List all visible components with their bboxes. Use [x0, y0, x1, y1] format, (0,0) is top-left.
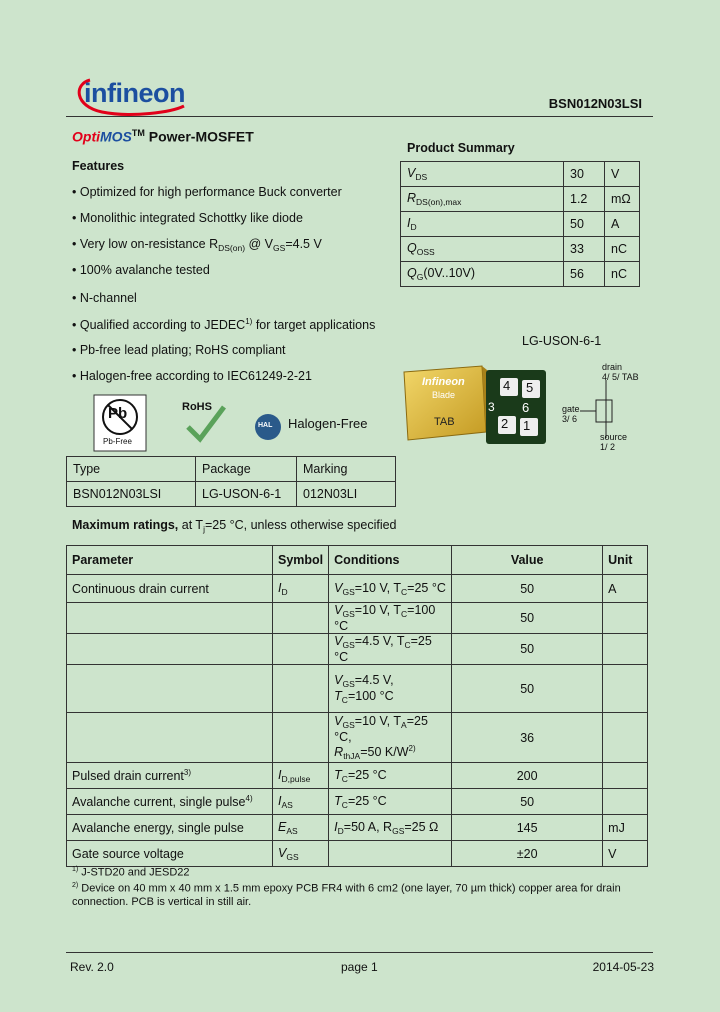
- max-ratings-table: [66, 545, 648, 867]
- table-row: Type Package Marking: [67, 457, 396, 482]
- table-row: Avalanche energy, single pulse $E_{AS}$ $I_D=50$ A, $R_{GS}=25$ Ω 145 mJ: [67, 815, 648, 841]
- features-heading: Features: [72, 159, 125, 173]
- table-row: $Q_G(0V..10V)$ 56 nC: [401, 262, 640, 287]
- table-row: Continuous drain current $I_D$ $V_{GS}=10$ V, $T_C=25$ °C 50 A: [67, 575, 648, 603]
- footer-revision: Rev. 2.0: [70, 960, 114, 974]
- drain-pins: 4/ 5/ TAB: [602, 372, 639, 382]
- table-header-row: Parameter Symbol Conditions Value Unit: [67, 546, 648, 575]
- gate-pins: 3/ 6: [562, 414, 578, 424]
- package-label: LG-USON-6-1: [522, 334, 602, 348]
- title-mos: MOS: [100, 128, 132, 145]
- title-opti: Opti: [72, 128, 100, 145]
- footer-divider: [66, 952, 653, 953]
- product-summary-heading: Product Summary: [407, 141, 515, 155]
- table-row: $Q_{OSS}$ 33 nC: [401, 237, 640, 262]
- title-rest: Power-MOSFET: [144, 128, 254, 145]
- table-row: Gate source voltage $V_{GS}$ ±20 V: [67, 841, 648, 867]
- header-divider: [66, 116, 653, 117]
- footer-date: 2014-05-23: [592, 960, 654, 974]
- source-label: source: [600, 432, 628, 442]
- feature-item: • 100% avalanche tested: [72, 263, 210, 277]
- halogen-label: Halogen-Free: [288, 416, 368, 431]
- feature-item: • N-channel: [72, 291, 137, 305]
- chip-tab-label: TAB: [434, 416, 455, 428]
- feature-item: • Very low on-resistance $R_{DS(on)}$ @ $V_{GS}=4.5$ V: [72, 237, 322, 253]
- feature-item: • Monolithic integrated Schottky like diode: [72, 211, 303, 225]
- source-pins: 1/ 2: [600, 442, 616, 452]
- pad-label: 2: [501, 416, 509, 431]
- drain-label: drain: [602, 362, 623, 372]
- table-row: BSN012N03LSI LG-USON-6-1 012N03LI: [67, 482, 396, 507]
- feature-item: • Halogen-free according to IEC61249-2-21: [72, 369, 312, 383]
- footer-page: page 1: [341, 960, 378, 974]
- table-row: $R_{DS(on),max}$ 1.2 mΩ: [401, 187, 640, 212]
- table-row: $V_{GS}=4.5$ V, $T_C=25$ °C 50: [67, 634, 648, 665]
- pb-label: Pb: [108, 405, 128, 422]
- max-ratings-heading: Maximum ratings, at $T_j=25$ °C, unless otherwise specified: [72, 518, 397, 534]
- pad-label: 6: [522, 400, 530, 415]
- gate-label: gate: [562, 404, 580, 414]
- footnote: $^{1)}$ J-STD20 and JESD22: [72, 866, 190, 879]
- table-row: Avalanche current, single pulse$^{4)}$ $I_{AS}$ $T_C=25$ °C 50: [67, 789, 648, 815]
- chip-sub: Blade: [432, 390, 456, 400]
- table-row: $I_D$ 50 A: [401, 212, 640, 237]
- table-row: $V_{GS}=10$ V, $T_A=25$ °C, $R_{thJA}=50$ $K/W^{2)}$ 36: [67, 713, 648, 763]
- hal-label: HAL: [258, 422, 273, 429]
- pad-label: 4: [503, 378, 511, 393]
- feature-item: • Pb-free lead plating; RoHS compliant: [72, 343, 286, 357]
- table-row: Pulsed drain current$^{3)}$ $I_{D,pulse}$ $T_C=25$ °C 200: [67, 763, 648, 789]
- feature-item: • Optimized for high performance Buck converter: [72, 185, 342, 199]
- table-row: $V_{GS}=10$ V, $T_C=100$ °C 50: [67, 603, 648, 634]
- product-summary-table: [400, 161, 640, 287]
- footnote: connection. PCB is vertical in still air.: [72, 896, 252, 908]
- rohs-label: RoHS: [182, 401, 212, 413]
- type-table: [66, 456, 396, 507]
- package-image: [402, 362, 660, 452]
- pad-label: 3: [488, 400, 495, 414]
- pad-label: 1: [523, 418, 531, 433]
- page-title: [72, 128, 254, 145]
- compliance-icons: [92, 393, 392, 455]
- header-part-number: BSN012N03LSI: [548, 96, 642, 111]
- chip-logo: Infineon: [422, 376, 465, 388]
- logo-text: infineon: [84, 78, 185, 108]
- table-row: $V_{DS}$ 30 V: [401, 162, 640, 187]
- table-row: $V_{GS}=4.5$ V, $T_C=100$ °C 50: [67, 665, 648, 713]
- title-tm: TM: [131, 128, 145, 138]
- footnote: $^{2)}$ Device on 40 mm x 40 mm x 1.5 mm epoxy PCB FR4 with 6 cm2 (one layer, 70 µm thick) copper area for drain: [72, 882, 621, 895]
- pad-label: 5: [526, 380, 534, 395]
- feature-item: • Qualified according to JEDEC$^{1)}$ for target applications: [72, 317, 376, 333]
- pb-free-label: Pb-Free: [103, 437, 132, 446]
- infineon-logo: [72, 72, 192, 118]
